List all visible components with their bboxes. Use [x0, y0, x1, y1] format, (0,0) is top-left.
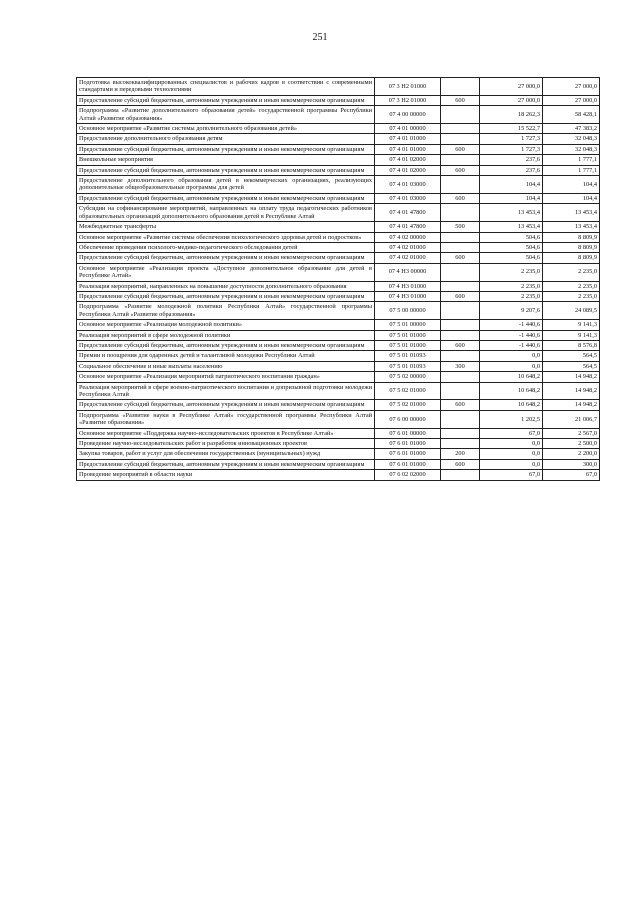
row-amount-total: 2 500,0 [543, 439, 600, 449]
row-amount-change: 10 648,2 [480, 372, 543, 382]
row-name: Предоставление дополнительного образования детям [77, 134, 375, 144]
row-code: 07 6 00 00000 [375, 410, 441, 428]
row-amount-change: 1 202,5 [480, 410, 543, 428]
table-row [77, 340, 600, 350]
row-name: Предоставление субсидий бюджетным, автономным учреждениям и иным некоммерческим организациям [77, 144, 375, 154]
row-code: 07 5 01 01000 [375, 340, 441, 350]
row-name: Предоставление дополнительного образования детей в некоммерческих организациях, реализующих дополнительные общеобразовательные программы для детей [77, 176, 375, 194]
row-amount-total: 2 235,0 [543, 291, 600, 301]
row-name: Реализация мероприятий в сфере молодежной политики [77, 330, 375, 340]
row-expense-type [441, 320, 480, 330]
row-amount-change: 15 522,7 [480, 124, 543, 134]
row-expense-type: 600 [441, 193, 480, 203]
row-name: Основное мероприятие «Реализация проекта «Доступное дополнительное образование для детей в Республике Алтай» [77, 263, 375, 281]
row-amount-change: -1 440,6 [480, 340, 543, 350]
row-name: Основное мероприятие «Развитие системы обеспечения психологического здоровья детей и подростков» [77, 232, 375, 242]
row-amount-total: 1 777,1 [543, 155, 600, 165]
row-code: 07 4 01 02000 [375, 165, 441, 175]
row-amount-change: 104,4 [480, 176, 543, 194]
row-amount-change: -1 440,6 [480, 320, 543, 330]
row-name: Подпрограмма «Развитие науки в Республике Алтай» государственной программы Республики Алтай «Развитие образования» [77, 410, 375, 428]
row-amount-change: 1 727,3 [480, 144, 543, 154]
row-amount-change: 0,0 [480, 439, 543, 449]
row-amount-change: 504,6 [480, 253, 543, 263]
row-expense-type: 600 [441, 340, 480, 350]
row-amount-change: 1 727,3 [480, 134, 543, 144]
row-code: 07 4 01 47800 [375, 222, 441, 232]
row-code: 07 4 00 00000 [375, 106, 441, 124]
row-expense-type: 600 [441, 291, 480, 301]
row-amount-total: 14 948,2 [543, 382, 600, 400]
row-code: 07 5 01 00000 [375, 320, 441, 330]
row-amount-change: 27 000,0 [480, 95, 543, 105]
row-amount-total: 14 948,2 [543, 372, 600, 382]
table-row [77, 410, 600, 428]
row-amount-total: 14 948,2 [543, 400, 600, 410]
row-expense-type [441, 106, 480, 124]
row-amount-total: 2 235,0 [543, 281, 600, 291]
row-code: 07 4 02 00000 [375, 232, 441, 242]
row-amount-change: -1 440,6 [480, 330, 543, 340]
table-row [77, 176, 600, 194]
row-amount-total: 67,0 [543, 470, 600, 480]
table-row [77, 155, 600, 165]
row-amount-change: 0,0 [480, 351, 543, 361]
table-row [77, 382, 600, 400]
row-code: 07 4 02 01000 [375, 242, 441, 252]
row-name: Премии и поощрения для одаренных детей и талантливой молодежи Республики Алтай [77, 351, 375, 361]
row-expense-type [441, 330, 480, 340]
row-expense-type [441, 410, 480, 428]
row-amount-total: 58 428,1 [543, 106, 600, 124]
table-row [77, 124, 600, 134]
row-amount-change: 10 648,2 [480, 400, 543, 410]
row-amount-change: 0,0 [480, 459, 543, 469]
row-name: Предоставление субсидий бюджетным, автономным учреждениям и иным некоммерческим организациям [77, 253, 375, 263]
row-amount-change: 67,0 [480, 428, 543, 438]
row-expense-type: 500 [441, 222, 480, 232]
row-code: 07 4 01 01000 [375, 134, 441, 144]
row-amount-total: 8 576,8 [543, 340, 600, 350]
row-expense-type: 600 [441, 400, 480, 410]
row-expense-type: 300 [441, 361, 480, 371]
row-code: 07 3 Н2 01000 [375, 78, 441, 96]
row-name: Проведение мероприятий в области науки [77, 470, 375, 480]
row-code: 07 5 01 01093 [375, 361, 441, 371]
row-expense-type [441, 263, 480, 281]
row-expense-type [441, 134, 480, 144]
row-amount-total: 8 809,9 [543, 253, 600, 263]
row-name: Основное мероприятие «Поддержка научно-исследовательских проектов в Республике Алтай» [77, 428, 375, 438]
row-expense-type: 600 [441, 253, 480, 263]
row-code: 07 4 Н3 00000 [375, 263, 441, 281]
budget-table [76, 77, 600, 481]
table-row [77, 222, 600, 232]
row-amount-change: 504,6 [480, 242, 543, 252]
row-name: Предоставление субсидий бюджетным, автономным учреждениям и иным некоммерческим организациям [77, 193, 375, 203]
table-row [77, 330, 600, 340]
row-amount-change: 237,6 [480, 155, 543, 165]
table-row [77, 106, 600, 124]
row-amount-total: 9 141,3 [543, 330, 600, 340]
row-name: Предоставление субсидий бюджетным, автономным учреждениям и иным некоммерческим организациям [77, 400, 375, 410]
row-amount-total: 9 141,3 [543, 320, 600, 330]
row-amount-total: 564,5 [543, 361, 600, 371]
row-name: Подготовка высококвалифицированных специалистов и рабочих кадров в соответствии с современными стандартами и передовыми технологиями [77, 78, 375, 96]
table-row [77, 232, 600, 242]
table-row [77, 439, 600, 449]
row-expense-type: 600 [441, 144, 480, 154]
row-code: 07 6 02 02000 [375, 470, 441, 480]
row-expense-type [441, 78, 480, 96]
table-body [77, 78, 600, 481]
row-code: 07 4 01 03000 [375, 176, 441, 194]
row-name: Основное мероприятие «Реализация молодежной политики» [77, 320, 375, 330]
row-expense-type [441, 124, 480, 134]
row-amount-change: 237,6 [480, 165, 543, 175]
row-amount-change: 0,0 [480, 361, 543, 371]
row-amount-total: 47 383,2 [543, 124, 600, 134]
row-amount-total: 2 235,0 [543, 263, 600, 281]
row-name: Предоставление субсидий бюджетным, автономным учреждениям и иным некоммерческим организациям [77, 291, 375, 301]
table-row [77, 165, 600, 175]
row-amount-total: 1 777,1 [543, 165, 600, 175]
row-name: Реализация мероприятий в сфере военно-патриотического воспитания и допризывной подготовки молодежи Республики Алтай [77, 382, 375, 400]
row-code: 07 6 01 00000 [375, 428, 441, 438]
row-code: 07 4 01 02000 [375, 155, 441, 165]
row-code: 07 4 02 01000 [375, 253, 441, 263]
row-name: Реализация мероприятий, направленных на повышение доступности дополнительного образования [77, 281, 375, 291]
row-amount-total: 564,5 [543, 351, 600, 361]
table-row [77, 242, 600, 252]
table-row [77, 204, 600, 222]
row-expense-type: 600 [441, 165, 480, 175]
table-row [77, 320, 600, 330]
row-expense-type [441, 382, 480, 400]
row-expense-type [441, 155, 480, 165]
row-amount-total: 300,0 [543, 459, 600, 469]
row-amount-total: 32 048,3 [543, 134, 600, 144]
row-amount-change: 104,4 [480, 193, 543, 203]
row-amount-total: 27 000,0 [543, 95, 600, 105]
row-expense-type: 600 [441, 95, 480, 105]
row-amount-total: 104,4 [543, 193, 600, 203]
row-amount-change: 9 207,6 [480, 302, 543, 320]
row-code: 07 6 01 01000 [375, 449, 441, 459]
row-expense-type [441, 470, 480, 480]
table-row [77, 263, 600, 281]
table-row [77, 400, 600, 410]
row-amount-change: 13 453,4 [480, 204, 543, 222]
row-code: 07 5 02 01000 [375, 382, 441, 400]
row-expense-type [441, 176, 480, 194]
row-name: Обеспечение проведения психолого-медико-педагогического обследования детей [77, 242, 375, 252]
row-name: Предоставление субсидий бюджетным, автономным учреждениям и иным некоммерческим организациям [77, 95, 375, 105]
row-amount-change: 10 648,2 [480, 382, 543, 400]
row-amount-total: 8 809,9 [543, 232, 600, 242]
row-expense-type [441, 232, 480, 242]
row-amount-change: 2 235,0 [480, 263, 543, 281]
row-amount-change: 2 235,0 [480, 281, 543, 291]
row-amount-change: 2 235,0 [480, 291, 543, 301]
row-name: Основное мероприятие «Развитие системы дополнительного образования детей» [77, 124, 375, 134]
table-row [77, 134, 600, 144]
row-code: 07 6 01 01000 [375, 459, 441, 469]
row-code: 07 4 01 00000 [375, 124, 441, 134]
row-code: 07 4 Н3 01000 [375, 281, 441, 291]
row-amount-total: 13 453,4 [543, 222, 600, 232]
row-amount-change: 13 453,4 [480, 222, 543, 232]
row-name: Социальное обеспечение и иные выплаты населению [77, 361, 375, 371]
row-name: Внешкольные мероприятия [77, 155, 375, 165]
row-expense-type [441, 351, 480, 361]
table-row [77, 470, 600, 480]
row-code: 07 4 01 01000 [375, 144, 441, 154]
row-amount-change: 504,6 [480, 232, 543, 242]
table-row [77, 459, 600, 469]
row-expense-type [441, 302, 480, 320]
row-expense-type [441, 428, 480, 438]
row-name: Подпрограмма «Развитие дополнительного образования детей» государственной программы Республики Алтай «Развитие образования» [77, 106, 375, 124]
row-amount-change: 0,0 [480, 449, 543, 459]
row-amount-change: 67,0 [480, 470, 543, 480]
table-row [77, 253, 600, 263]
row-code: 07 3 Н2 01000 [375, 95, 441, 105]
row-expense-type [441, 281, 480, 291]
row-amount-total: 8 809,9 [543, 242, 600, 252]
row-code: 07 5 01 01093 [375, 351, 441, 361]
row-amount-total: 24 089,5 [543, 302, 600, 320]
table-row [77, 144, 600, 154]
row-amount-change: 18 262,3 [480, 106, 543, 124]
row-code: 07 5 00 00000 [375, 302, 441, 320]
row-name: Предоставление субсидий бюджетным, автономным учреждениям и иным некоммерческим организациям [77, 165, 375, 175]
table-row [77, 281, 600, 291]
row-amount-total: 2 200,0 [543, 449, 600, 459]
row-code: 07 4 01 03000 [375, 193, 441, 203]
table-row [77, 449, 600, 459]
row-code: 07 5 02 01000 [375, 400, 441, 410]
row-name: Основное мероприятие «Реализация мероприятий патриотического воспитания граждан» [77, 372, 375, 382]
table-row [77, 291, 600, 301]
row-expense-type: 200 [441, 449, 480, 459]
table-row [77, 193, 600, 203]
row-code: 07 4 Н3 01000 [375, 291, 441, 301]
table-row [77, 78, 600, 96]
row-name: Закупка товаров, работ и услуг для обеспечения государственных (муниципальных) нужд [77, 449, 375, 459]
table-row [77, 428, 600, 438]
row-amount-total: 104,4 [543, 176, 600, 194]
row-name: Подпрограмма «Развитие молодежной политики Республики Алтай» государственной программы Республики Алтай «Развитие образования» [77, 302, 375, 320]
row-code: 07 6 01 01000 [375, 439, 441, 449]
table-row [77, 372, 600, 382]
row-expense-type: 600 [441, 459, 480, 469]
row-amount-total: 21 006,7 [543, 410, 600, 428]
row-name: Предоставление субсидий бюджетным, автономным учреждениям и иным некоммерческим организациям [77, 459, 375, 469]
row-amount-total: 27 000,0 [543, 78, 600, 96]
row-amount-total: 32 048,3 [543, 144, 600, 154]
row-code: 07 5 02 00000 [375, 372, 441, 382]
row-code: 07 4 01 47800 [375, 204, 441, 222]
table-row [77, 361, 600, 371]
row-name: Межбюджетные трансферты [77, 222, 375, 232]
row-amount-change: 27 000,0 [480, 78, 543, 96]
row-name: Предоставление субсидий бюджетным, автономным учреждениям и иным некоммерческим организациям [77, 340, 375, 350]
row-name: Проведение научно-исследовательских работ и разработок инновационных проектов [77, 439, 375, 449]
row-expense-type [441, 204, 480, 222]
row-expense-type [441, 242, 480, 252]
row-expense-type [441, 439, 480, 449]
row-code: 07 5 01 01000 [375, 330, 441, 340]
row-amount-total: 2 567,0 [543, 428, 600, 438]
table-row [77, 302, 600, 320]
row-name: Субсидии на софинансирование мероприятий, направленных на оплату труда педагогических работников образовательных организаций дополнительного образования детей в Республике Алтай [77, 204, 375, 222]
page-number: 251 [312, 32, 328, 43]
table-row [77, 95, 600, 105]
row-amount-total: 13 453,4 [543, 204, 600, 222]
row-expense-type [441, 372, 480, 382]
table-row [77, 351, 600, 361]
